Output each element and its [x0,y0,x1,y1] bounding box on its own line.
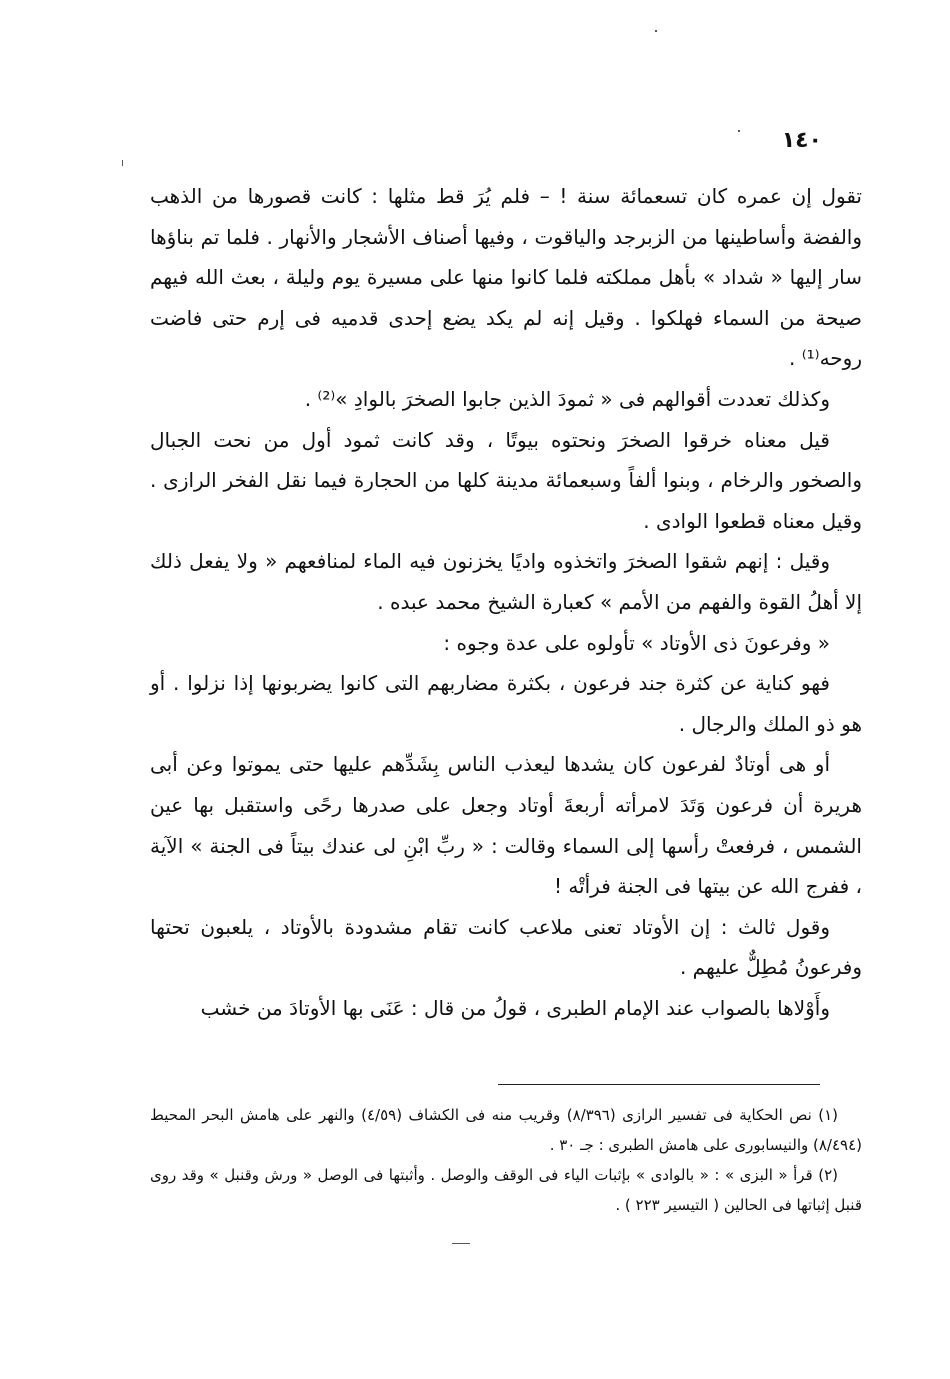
scan-speck [122,160,123,166]
paragraph: فهو كناية عن كثرة جند فرعون ، بكثرة مضاربهم التى كانوا يضربونها إذا نزلوا . أو هو ذو الملك والرجال . [150,671,862,736]
main-text [150,176,862,1028]
scan-speck [655,30,657,32]
paragraph: « وفرعونَ ذى الأوتاد » تأولوه على عدة وجوه : [443,630,830,655]
footnotes [150,1100,862,1220]
paragraph: أو هى أوتادٌ لفرعون كان يشدها ليعذب الناس بِشَدِّهم عليها حتى يموتوا وعن أبى هريرة أن فرعون وَتَدَ لامرأته أربعةَ أوتاد وجعل على صدرها رحًى واستقبل بها عين الشمس ، فرفعتْ رأسها إلى السماء وقالت : « ربِّ ابْنِ لى عندك بيتاً فى الجنة » الآية ، ففرج الله عن بيتها فى الجنة فرأتْه ! [150,752,862,899]
footnote: (٢) قرأ « البزى » : « بالوادى » بإثبات الياء فى الوقف والوصل . وأثبتها فى الوصل « ورش وقنبل » وقد روى قنبل إثباتها فى الحالين ( التيسير ٢٢٣ ) . [150,1166,862,1214]
paragraph: وقول ثالث : إن الأوتاد تعنى ملاعب كانت تقام مشدودة بالأوتاد ، يلعبون تحتها وفرعونُ مُطِلٌّ عليهم . [150,914,862,980]
paragraph: وأَوْلاها بالصواب عند الإمام الطبرى ، قولُ من قال : عَنَى بها الأوتادَ من خشب [200,995,830,1020]
footnote-divider [498,1084,820,1085]
paragraph: قيل معناه خرقوا الصخرَ ونحتوه بيوتًا ، وقد كانت ثمود أول من نحت الجبال والصخور والرخام ، وبنوا ألفاً وسبعمائة مدينة كلها من الحجارة فيما نقل الفخر الرازى . وقيل معناه قطعوا الوادى . [150,427,862,533]
scan-speck [452,1243,470,1244]
paragraph: وكذلك تعددت أقوالهم فى « ثمودَ الذين جابوا الصخرَ بالوادِ »⁽²⁾ . [304,386,830,411]
paragraph: تقول إن عمره كان تسعمائة سنة ! – فلم يُرَ قط مثلها : كانت قصورها من الذهب والفضة وأساطينها من الزبرجد والياقوت ، وفيها أصناف الأشجار والأنهار . فلما تم بناؤها سار إليها « شداد » بأهل مملكته فلما كانوا منها على مسيرة يوم وليلة ، بعث الله فيهم صيحة من السماء فهلكوا . وقيل إنه لم يكد يضع إحدى قدميه فى إرم حتى فاضت روحه⁽¹⁾ . [150,184,862,371]
paragraph: وقيل : إنهم شقوا الصخرَ واتخذوه واديًا يخزنون فيه الماء لمنافعهم « ولا يفعل ذلك إلا أهلُ القوة والفهم من الأمم » كعبارة الشيخ محمد عبده . [150,549,862,614]
footnote: (١) نص الحكاية فى تفسير الرازى (٨/٣٩٦) وقريب منه فى الكشاف (٤/٥٩) والنهر على هامش البحر المحيط (٨/٤٩٤) والنيسابورى على هامش الطبرى : جـ ٣٠ . [150,1106,862,1154]
page-number: ١٤٠ [781,128,822,153]
scan-speck [738,130,740,132]
